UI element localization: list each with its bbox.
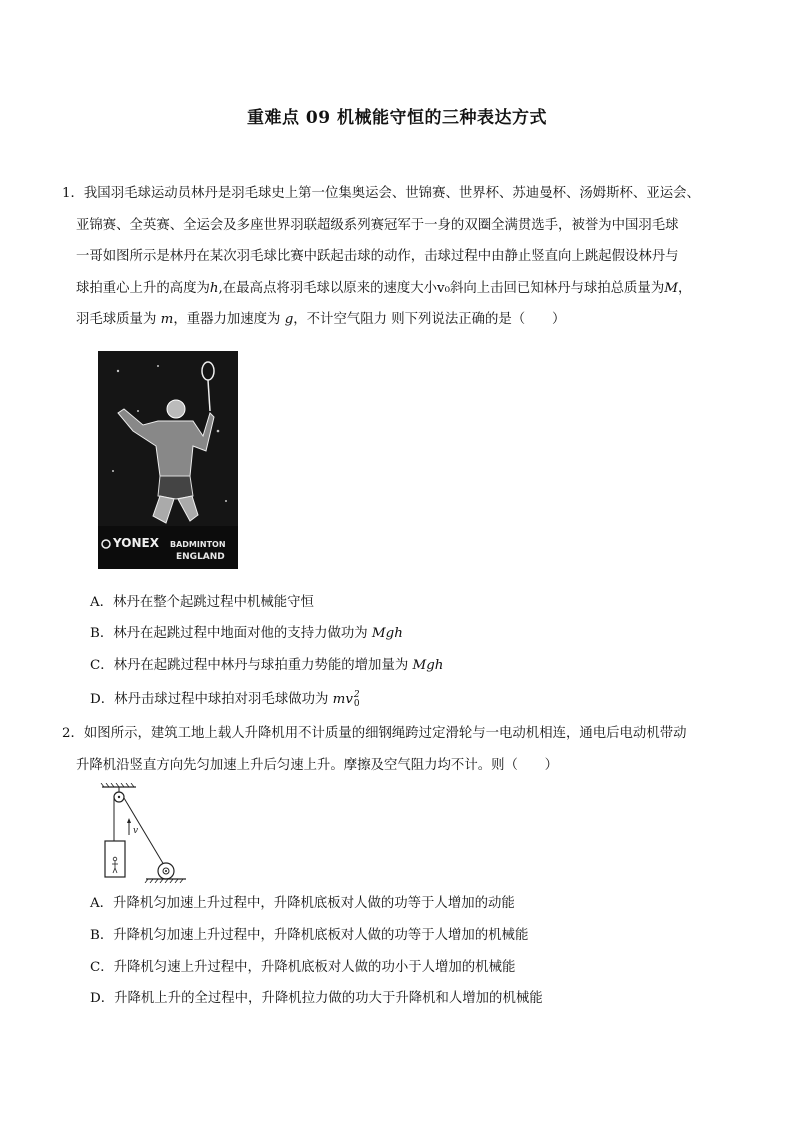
q1-line-1: 1．我国羽毛球运动员林丹是羽毛球史上第一位集奥运会、世锦赛、世界杯、苏迪曼杯、汤姆斯杯、亚运会、 [62,186,700,201]
q1-option-b: B．林丹在起跳过程中地面对他的支持力做功为 Mgh [90,626,403,641]
q2-option-d: D．升降机上升的全过程中，升降机拉力做的功大于升降机和人增加的机械能 [90,991,543,1006]
elevator-pulley-diagram [96,783,196,883]
photo-banner-text-2: ENGLAND [176,552,225,562]
q1-line-2: 亚锦赛、全英赛、全运会及多座世界羽联超级系列赛冠军于一身的双圈全满贯选手，被誉为中国羽毛球 [76,217,679,233]
q1-line-5: 羽毛球质量为 m，重器力加速度为 g，不计空气阻力 则下列说法正确的是（ ） [76,312,566,327]
q2-option-b: B．升降机匀加速上升过程中，升降机底板对人做的功等于人增加的机械能 [90,928,529,943]
photo-brand-text: YONEX [113,536,159,550]
q1-line-3: 一哥如图所示是林丹在某次羽毛球比赛中跃起击球的动作，击球过程中由静止竖直向上跳起假设林丹与 [76,249,679,264]
q1-option-c: C．林丹在起跳过程中林丹与球拍重力势能的增加量为 Mgh [90,658,444,673]
q1-option-a: A．林丹在整个起跳过程中机械能守恒 [90,595,314,610]
q2-option-a: A．升降机匀加速上升过程中，升降机底板对人做的功等于人增加的动能 [90,896,515,911]
q1-line-4: 球拍重心上升的高度为h,在最高点将羽毛球以原来的速度大小v₀斜向上击回已知林丹与球拍总质量为M， [76,280,692,296]
question-2-stem [62,718,736,781]
q2-line-1: 2．如图所示，建筑工地上载人升降机用不计质量的细钢绳跨过定滑轮与一电动机相连，通电后电动机带动 [62,726,687,741]
velocity-label: v [133,826,139,836]
question-1-stem [62,178,736,336]
q2-option-c: C．升降机匀速上升过程中，升降机底板对人做的功小于人增加的机械能 [90,960,516,975]
photo-banner-text-1: BADMINTON [170,540,226,549]
badminton-player-photo [98,351,238,569]
q2-line-2: 升降机沿竖直方向先匀加速上升后匀速上升。摩擦及空气阻力均不计。则（ ） [76,757,559,773]
page-title: 重难点 09 机械能守恒的三种表达方式 [247,108,547,128]
q1-option-d: D．林丹击球过程中球拍对羽毛球做功为 mv 2 0 [90,689,360,709]
